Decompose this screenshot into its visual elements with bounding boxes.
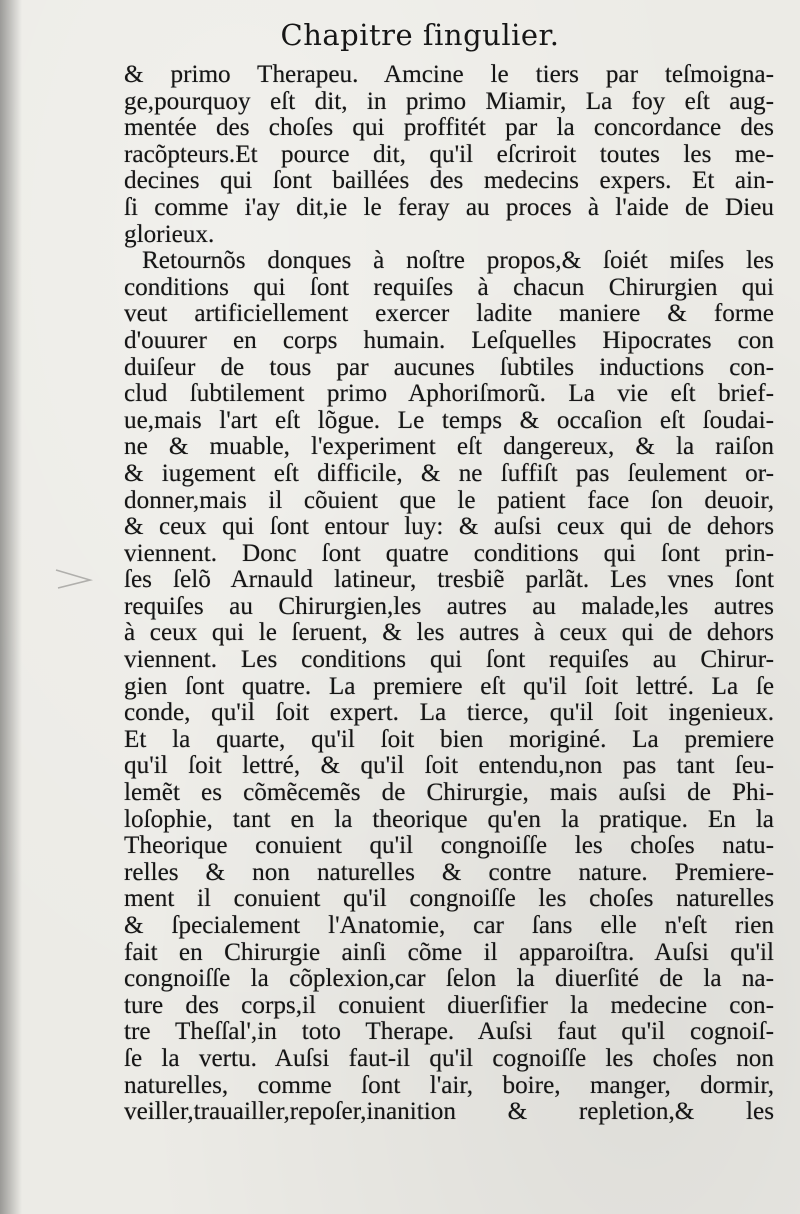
- text-line: loſophie, tant en la theorique qu'en la pratique. En la: [124, 805, 774, 833]
- text-line: ue,mais l'art eſt lõgue. Le temps & occaſion eſt ſoudai-: [124, 406, 774, 434]
- text-line: Theorique conuient qu'il congnoiſſe les choſes natu-: [124, 832, 774, 860]
- text-line: duiſeur de tous par aucunes ſubtiles inductions con-: [124, 353, 774, 381]
- text-line: ſe la vertu. Auſsi faut-il qu'il cognoiſſe les choſes non: [124, 1044, 774, 1072]
- text-line: clud ſubtilement primo Aphoriſmorũ. La vie eſt brief-: [124, 380, 774, 408]
- text-line: racõpteurs.Et pource dit, qu'il eſcriroit toutes les me-: [124, 140, 774, 168]
- page-title: Chapitre ſingulier.: [280, 18, 560, 52]
- text-line: naturelles, comme ſont l'air, boire, manger, dormir,: [124, 1071, 774, 1099]
- text-line: à ceux qui le ſeruent, & les autres à ceux qui de dehors: [124, 619, 774, 647]
- text-line: conde, qu'il ſoit expert. La tierce, qu'il ſoit ingenieux.: [124, 699, 774, 727]
- text-line: glorieux.: [124, 220, 215, 248]
- body-text: [124, 62, 774, 1126]
- margin-arrow-mark: [52, 566, 96, 592]
- text-line: ſes ſelõ Arnauld latineur, tresbiẽ parlãt. Les vnes ſont: [124, 566, 774, 594]
- text-line: & ceux qui ſont entour luy: & auſsi ceux qui de dehors: [124, 513, 774, 541]
- text-line: ne & muable, l'experiment eſt dangereux, & la raiſon: [124, 433, 774, 461]
- text-line: fait en Chirurgie ainſi cõme il apparoiſtra. Auſsi qu'il: [124, 938, 774, 966]
- text-line: donner,mais il cõuient que le patient face ſon deuoir,: [124, 486, 774, 514]
- text-line: & iugement eſt difficile, & ne ſuffiſt pas ſeulement or-: [124, 459, 774, 487]
- text-line: ture des corps,il conuient diuerſifier la medecine con-: [124, 991, 774, 1019]
- text-line: lemẽt es cõmẽcemẽs de Chirurgie, mais auſsi de Phi-: [124, 779, 774, 807]
- text-line: veut artificiellement exercer ladite maniere & forme: [124, 300, 774, 328]
- text-line: viennent. Les conditions qui ſont requiſes au Chirur-: [124, 646, 774, 674]
- text-line: Et la quarte, qu'il ſoit bien moriginé. La premiere: [124, 725, 774, 753]
- text-line: ſi comme i'ay dit,ie le feray au proces à l'aide de Dieu: [124, 193, 774, 221]
- text-line: d'ouurer en corps humain. Leſquelles Hipocrates con: [124, 326, 774, 354]
- text-line: ge,pourquoy eſt dit, in primo Miamir, La foy eſt aug-: [124, 87, 774, 115]
- text-line: & ſpecialement l'Anatomie, car ſans elle n'eſt rien: [124, 912, 774, 939]
- text-line: ment il conuient qu'il congnoiſſe les choſes naturelles: [124, 885, 774, 913]
- text-line: viennent. Donc ſont quatre conditions qui ſont prin-: [124, 539, 774, 567]
- text-line: gien ſont quatre. La premiere eſt qu'il ſoit lettré. La ſe: [124, 672, 774, 700]
- text-line: requiſes au Chirurgien,les autres au malade,les autres: [124, 592, 774, 620]
- paragraph-first-line: Retournõs donques à noſtre propos,& ſoiét miſes les: [142, 247, 774, 275]
- text-line: & primo Therapeu. Amcine le tiers par teſmoigna-: [124, 61, 774, 88]
- text-line: qu'il ſoit lettré, & qu'il ſoit entendu,non pas tant ſeu-: [124, 752, 774, 780]
- text-line: decines qui ſont baillées des medecins expers. Et ain-: [124, 167, 774, 195]
- text-line: relles & non naturelles & contre nature. Premiere-: [124, 858, 774, 886]
- text-line: mentée des choſes qui proffitét par la concordance des: [124, 114, 774, 142]
- text-line: veiller,trauailler,repoſer,inanition & repletion,& les: [124, 1098, 774, 1126]
- binding-shadow: [0, 0, 22, 1214]
- text-line: tre Theſſal',in toto Therape. Auſsi faut qu'il cognoiſ-: [124, 1018, 774, 1046]
- text-line: conditions qui ſont requiſes à chacun Chirurgien qui: [124, 273, 774, 301]
- text-line: congnoiſſe la cõplexion,car ſelon la diuerſité de la na-: [124, 965, 774, 993]
